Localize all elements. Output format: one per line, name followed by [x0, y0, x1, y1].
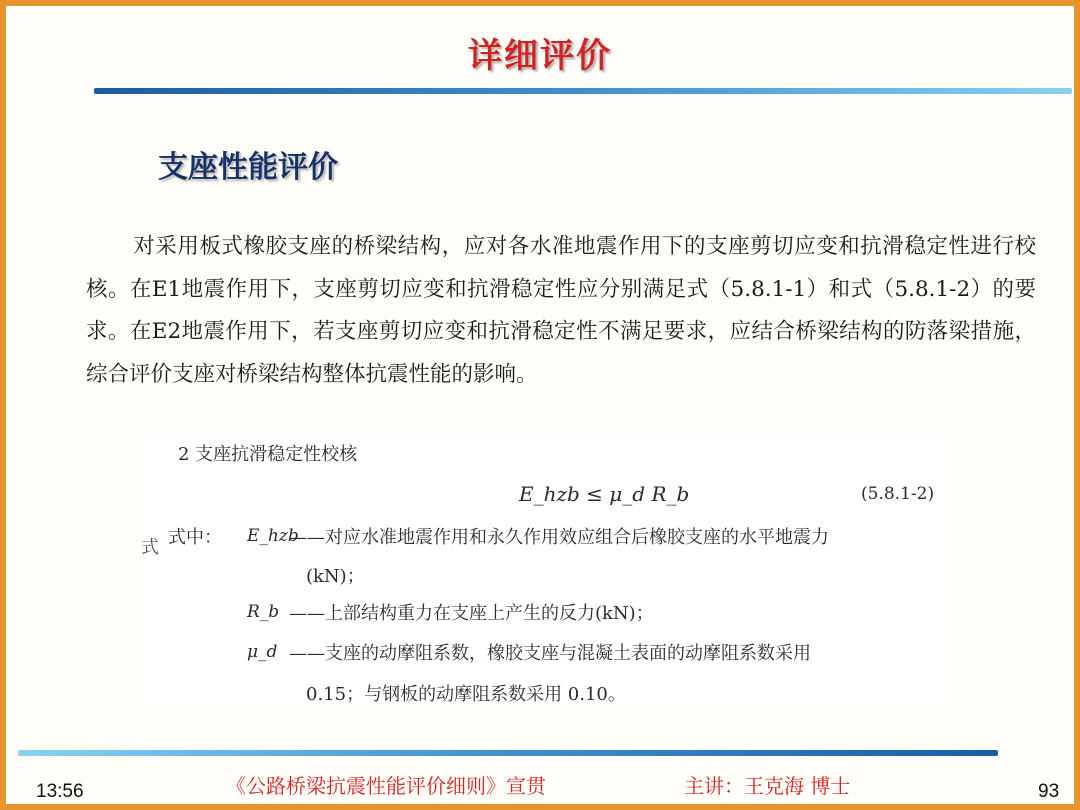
page-number: 93 [1038, 781, 1060, 802]
title-divider [94, 88, 1072, 94]
code-excerpt-image [141, 436, 951, 706]
footer-divider [18, 750, 998, 756]
formula-text: E_hzb ≤ μ_d R_b [519, 482, 690, 506]
definition-mud: ——支座的动摩阻系数，橡胶支座与混凝土表面的动摩阻系数采用 [289, 643, 811, 664]
symbol-rb: R_b [247, 602, 280, 622]
cropped-char: 式 [141, 537, 159, 558]
symbol-mud: μ_d [247, 642, 278, 662]
definition-ehzb: ——对应水准地震作用和永久作用效应组合后橡胶支座的水平地震力 [289, 527, 829, 548]
formula-number: (5.8.1-2) [861, 484, 935, 504]
clause-heading: 2 支座抗滑稳定性校核 [178, 444, 358, 465]
timestamp: 13:56 [36, 781, 84, 802]
where-label: 式中： [168, 527, 222, 548]
definition-mud-values: 0.15；与钢板的动摩阻系数采用 0.10。 [306, 684, 626, 705]
speaker: 主讲：王克海 博士 [684, 774, 851, 798]
symbol-ehzb: E_hzb [247, 526, 299, 546]
formula [519, 482, 689, 506]
definition-rb: ——上部结构重力在支座上产生的反力(kN)； [289, 603, 654, 624]
body-paragraph: 对采用板式橡胶支座的桥梁结构，应对各水准地震作用下的支座剪切应变和抗滑稳定性进行校核。在E1地震作用下，支座剪切应变和抗滑稳定性应分别满足式（5.8.1-1）和式（5.8.1-2）的要求。在E2地震作用下，若支座剪切应变和抗滑稳定性不满足要求，应结合桥梁结构的防落梁措施，综合评价支座对桥梁结构整体抗震性能的影响。 [86, 234, 1036, 387]
definition-ehzb-unit: (kN)； [306, 566, 365, 587]
course-title: 《公路桥梁抗震性能评价细则》宣贯 [226, 774, 546, 798]
slide-title: 详细评价 [468, 36, 612, 76]
section-title: 支座性能评价 [158, 150, 338, 185]
